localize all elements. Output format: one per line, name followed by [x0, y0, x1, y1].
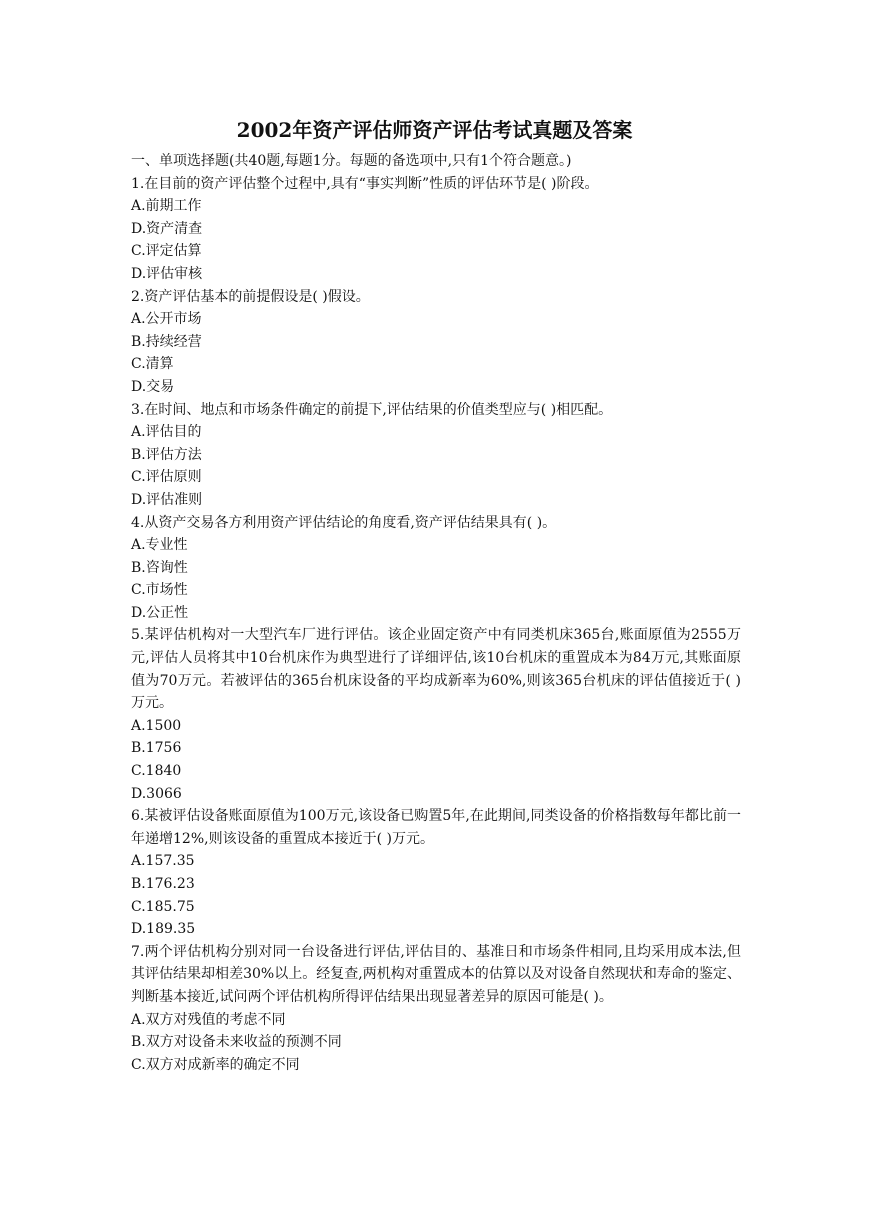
- option-item: C.评估原则: [131, 469, 202, 486]
- option-item: C.清算: [131, 356, 174, 373]
- option-item: D.资产清查: [131, 220, 203, 237]
- option-item: A.双方对残值的考虑不同: [131, 1011, 286, 1028]
- option-item: D.189.35: [131, 921, 196, 938]
- option-item: C.市场性: [131, 582, 188, 599]
- question-stem: 7.两个评估机构分别对同一台设备进行评估,评估目的、基准日和市场条件相同,且均采用成本法,但其评估结果却相差30%以上。经复查,两机构对重置成本的估算以及对设备自然现状和寿命的鉴定、判断基本接近,试问两个评估机构所得评估结果出现显著差异的原因可能是( )。: [131, 943, 741, 1005]
- option-item: D.3066: [131, 785, 182, 802]
- question-stem: 6.某被评估设备账面原值为100万元,该设备已购置5年,在此期间,同类设备的价格指数每年都比前一年递增12%,则该设备的重置成本接近于( )万元。: [131, 808, 741, 847]
- question-block: [131, 805, 741, 941]
- question-block: [131, 173, 741, 286]
- option-item: B.176.23: [131, 876, 195, 892]
- question-stem: 1.在目前的资产评估整个过程中,具有“事实判断”性质的评估环节是( )阶段。: [131, 175, 599, 192]
- document-body: [131, 150, 741, 1076]
- question-stem: 4.从资产交易各方利用资产评估结论的角度看,资产评估结果具有( )。: [131, 514, 557, 531]
- question-block: [131, 512, 741, 625]
- question-block: [131, 624, 741, 805]
- option-item: D.评估准则: [131, 491, 203, 508]
- option-item: A.专业性: [131, 537, 188, 554]
- question-stem: 3.在时间、地点和市场条件确定的前提下,评估结果的价值类型应与( )相匹配。: [131, 401, 613, 418]
- option-item: B.持续经营: [131, 333, 202, 350]
- option-item: B.评估方法: [131, 446, 202, 463]
- option-item: C.1840: [131, 763, 182, 780]
- option-item: C.185.75: [131, 898, 195, 915]
- question-block: [131, 399, 741, 512]
- option-item: D.公正性: [131, 604, 189, 621]
- option-item: D.交易: [131, 378, 175, 395]
- option-item: B.双方对设备未来收益的预测不同: [131, 1034, 342, 1051]
- section-heading: 一、单项选择题(共40题,每题1分。每题的备选项中,只有1个符合题意。): [131, 153, 572, 169]
- option-item: A.前期工作: [131, 198, 202, 215]
- option-item: A.157.35: [131, 853, 195, 870]
- option-item: A.公开市场: [131, 311, 202, 328]
- option-item: B.1756: [131, 740, 182, 757]
- question-stem: 2.资产评估基本的前提假设是( )假设。: [131, 288, 370, 305]
- question-block: [131, 941, 741, 1077]
- question-stem: 5.某评估机构对一大型汽车厂进行评估。该企业固定资产中有同类机床365台,账面原值为2555万元,评估人员将其中10台机床作为典型进行了详细评估,该10台机床的重置成本为84万元,其账面原值为70万元。若被评估的365台机床设备的平均成新率为60%,则该365台机床的评估值接近于( )万元。: [131, 627, 741, 712]
- question-block: [131, 286, 741, 399]
- option-item: C.评定估算: [131, 243, 202, 260]
- option-item: D.评估审核: [131, 265, 203, 282]
- option-item: B.咨询性: [131, 559, 188, 576]
- option-item: C.双方对成新率的确定不同: [131, 1056, 300, 1073]
- option-item: A.评估目的: [131, 424, 202, 441]
- option-item: A.1500: [131, 717, 182, 734]
- document-title: 2002年资产评估师资产评估考试真题及答案: [236, 118, 633, 142]
